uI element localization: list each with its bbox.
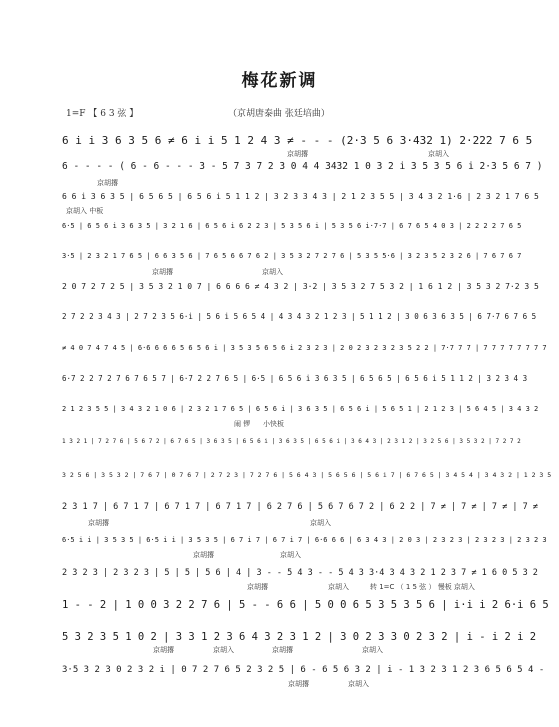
performance-note: 京胡撂 bbox=[287, 150, 308, 158]
score-title: 梅花新调 bbox=[241, 71, 318, 91]
performance-note: 京胡入 bbox=[262, 268, 283, 276]
notation-row: 6 - - - - ( 6 - 6 - - - 3 - 5 7 3 7 2 3 0 4 4 3432 1 0 3 2 i̇ 3 5 3 5 6 i̇ 2·3 5 6 7 ) bbox=[62, 161, 543, 172]
performance-note: 京胡入 bbox=[428, 150, 449, 158]
performance-note: 京胡入 bbox=[213, 646, 234, 654]
notation-row: ≠ 4 0 7 4 7 4 5 | 6·6 6 6 6 5 6 5 6 i̇ | 3 5 3 5 6 5 6 i̇ 2 3 2 3 | 2 0 2 3 2 3 2 3 5 2 2 | 7·7 7 7 | 7 7 7 7 7 7 7 7 bbox=[62, 344, 547, 352]
notation-row: 5 3 2 3 5 1 0 2 | 3 3 1 2 3 6 4 3 2 3 1 2 | 3 0 2 3 3 0 2 3 2 | i̇ - i̇ 2 i̇ 2 bbox=[62, 631, 537, 643]
performance-note: 转 1=C （ 1 5 弦 ） 慢板 京胡入 bbox=[370, 583, 475, 591]
performance-note: 京胡入 bbox=[348, 680, 369, 688]
performance-note: 京胡撂 bbox=[272, 646, 293, 654]
notation-row: 3·5 3 2 3 0 2 3 2 i̇ | 0 7 2 7 6 5 2 3 2 5 | 6 - 6 5 6 3 2 | i̇ - 1 3 2 3 1 2 3 6 5 6 5 4 - bbox=[62, 665, 545, 675]
notation-row: 2 3 1 7 | 6 7 1 7 | 6 7 1 7 | 6 7 1 7 | 6 2 7 6 | 5 6 7 6 7 2 | 6 2 2 | 7 ≠ | 7 ≠ | 7 ≠ | 7 ≠ bbox=[62, 502, 538, 512]
performance-note: 闹 锣 bbox=[234, 420, 251, 428]
performance-note: 京胡撂 bbox=[88, 519, 109, 527]
performance-note: 小快板 bbox=[263, 420, 284, 428]
notation-row: 2 0 7 2 7 2 5 | 3 5 3 2 1 0 7 | 6 6 6 6 ≠ 4 3 2 | 3·2 | 3 5 3 2 7 5 3 2 | 1 6 1 2 | 3 5 3 2 7·2 3 5 bbox=[62, 282, 539, 291]
composer-credit: （京胡唐泰曲 张廷培曲） bbox=[228, 109, 330, 119]
performance-note: 京胡撂 bbox=[247, 583, 268, 591]
performance-note: 京胡撂 bbox=[97, 179, 118, 187]
notation-row: 6·5 i̇ i̇ | 3 5 3 5 | 6·5 i̇ i̇ | 3 5 3 5 | 6 7 i̇ 7 | 6 7 i̇ 7 | 6·6 6 6 | 6 3 4 3 | 2 0 3 | 2 3 2 3 | 2 3 2 3 | 2 3 2 3 bbox=[62, 536, 547, 544]
notation-row: 2 3 2 3 | 2 3 2 3 | 5 | 5 | 5 6 | 4 | 3 - - 5 4 3 - - 5 4 3 3·4 3 4 3 2 1 2 3 7 ≠ 1 6 0 5 3 2 bbox=[62, 568, 538, 578]
performance-note: 京胡撂 bbox=[193, 551, 214, 559]
performance-note: 京胡入 中板 bbox=[66, 207, 104, 215]
notation-row: 6·7 2 2 7 2 7 6 7 6 5 7 | 6·7 2 2 7 6 5 | 6·5 | 6 5 6 i̇ 3 6 3 5 | 6 5 6 5 | 6 5 6 i̇ 5 1 1 2 | 3 2 3 4 3 bbox=[62, 374, 528, 383]
performance-note: 京胡入 bbox=[280, 551, 301, 559]
notation-row: 6·5 | 6 5 6 i̇ 3 6 3 5 | 3 2 1 6 | 6 5 6 i̇ 6 2 2 3 | 5 3 5 6 i̇ | 5 3 5 6 i̇·7·7 | 6 7 6 5 4 0 3 | 2 2 2 2 7 6 5 bbox=[62, 222, 522, 230]
performance-note: 京胡入 bbox=[310, 519, 331, 527]
notation-row: 1 3 2 1 | 7 2 7 6 | 5 6 7 2 | 6 7 6 5 | 3 6 3 5 | 6 5 6 i̇ | 3 6 3 5 | 6 5 6 i̇ | 3 6 4 3 | 2 3 1 2 | 3 2 5 6 | 3 5 3 2 | 7 2 7 2 bbox=[62, 438, 521, 445]
notation-row: 6 i̇ i̇ 3 6 3 5 6 ≠ 6 i̇ i̇ 5 1 2 4 3 ≠ - - - (2·3 5 6 3·432 1) 2·222 7 6 5 bbox=[62, 134, 533, 147]
performance-note: 京胡入 bbox=[328, 583, 349, 591]
performance-note: 京胡撂 bbox=[288, 680, 309, 688]
notation-row: 2 1 2 3 5 5 | 3 4 3 2 1 0 6 | 2 3 2 1 7 6 5 | 6 5 6 i̇ | 3 6 3 5 | 6 5 6 i̇ | 5 6 5 1 | 2 1 2 3 | 5 6 4 5 | 3 4 3 2 bbox=[62, 405, 539, 413]
key-signature: 1=F 【 6 3 弦 】 bbox=[66, 109, 139, 119]
notation-row: 1 - - 2 | 1 0 0 3 2 2 7 6 | 5 - - 6 6 | 5 0 0 6 5 3 5 3 5 6 | i̇·i̇ i̇ 2 6·i̇ 6 5 bbox=[62, 599, 549, 611]
notation-row: 3 2 5 6 | 3 5 3 2 | 7 6 7 | 0 7 6 7 | 2 7 2 3 | 7 2 7 6 | 5 6 4 3 | 5 6 5 6 | 5 6 i̇ 7 | 6 7 6 5 | 3 4 5 4 | 3 4 3 2 | 1 2 3 5 bbox=[62, 471, 552, 479]
notation-row: 3·5 | 2 3 2 1 7 6 5 | 6 6 3 5 6 | 7 6 5 6 6 7 6 2 | 3 5 3 2 7 2 7 6 | 5 3 5 5·6 | 3 2 3 5 2 3 2 6 | 7 6 7 6 7 bbox=[62, 252, 522, 260]
performance-note: 京胡撂 bbox=[153, 646, 174, 654]
notation-row: 6 6 i̇ 3 6 3 5 | 6 5 6 5 | 6 5 6 i̇ 5 1 1 2 | 3 2 3 3 4 3 | 2 1 2 3 5 5 | 3 4 3 2 1·6 | 2 3 2 1 7 6 5 bbox=[62, 192, 539, 201]
notation-row: 2 7 2 2 3 4 3 | 2 7 2 3 5 6·i̇ | 5 6 i̇ 5 6 5 4 | 4 3 4 3 2 1 2 3 | 5 1 1 2 | 3 0 6 3 6 3 5 | 6 7·7 6 7 6 5 bbox=[62, 312, 537, 321]
performance-note: 京胡撂 bbox=[152, 268, 173, 276]
performance-note: 京胡入 bbox=[362, 646, 383, 654]
